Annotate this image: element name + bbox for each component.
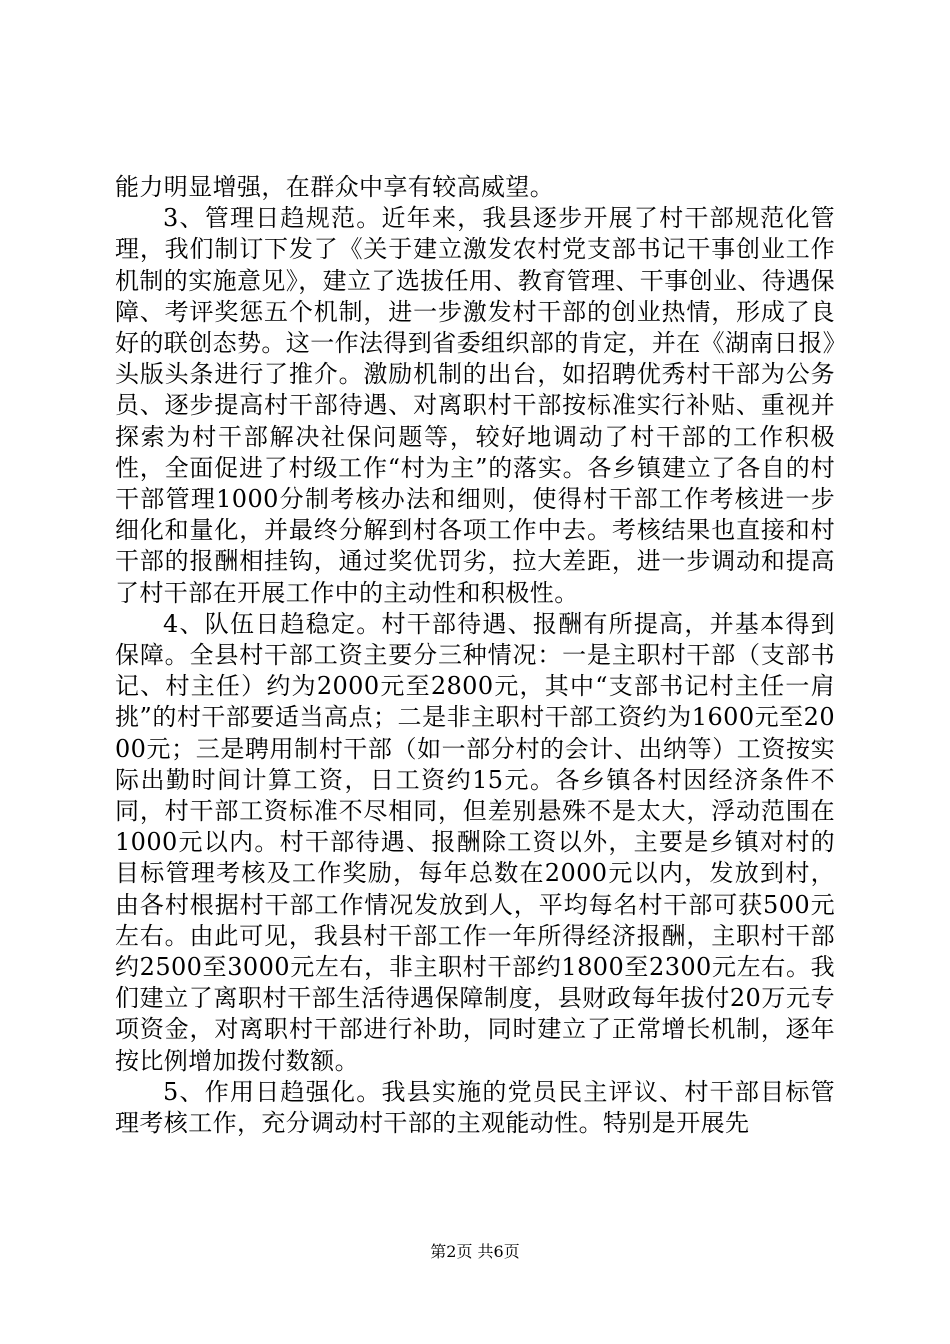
paragraph-2: 3、管理日趋规范。近年来，我县逐步开展了村干部规范化管理，我们制订下发了《关于建立激发农村党支部书记干事创业工作机制的实施意见》，建立了选拔任用、教育管理、干事创业、待遇保障、考评奖惩五个机制，进一步激发村干部的创业热情，形成了良好的联创态势。这一作法得到省委组织部的肯定，并在《湖南日报》头版头条进行了推介。激励机制的出台，如招聘优秀村干部为公务员、逐步提高村干部待遇、对离职村干部按标准实行补贴、重视并探索为村干部解决社保问题等，较好地调动了村干部的工作积极性，全面促进了村级工作“村为主”的落实。各乡镇建立了各自的村干部管理1000分制考核办法和细则，使得村干部工作考核进一步细化和量化，并最终分解到村各项工作中去。考核结果也直接和村干部的报酬相挂钩，通过奖优罚劣，拉大差距，进一步调动和提高了村干部在开展工作中的主动性和积极性。 [115,204,835,607]
paragraph-4: 5、作用日趋强化。我县实施的党员民主评议、村干部目标管理考核工作，充分调动村干部的主观能动性。特别是开展先 [115,1077,835,1138]
paragraph-1: 能力明显增强，在群众中享有较高威望。 [115,173,555,201]
document-body [115,172,835,1139]
paragraph-3: 4、队伍日趋稳定。村干部待遇、报酬有所提高，并基本得到保障。全县村干部工资主要分三种情况：一是主职村干部（支部书记、村主任）约为2000元至2800元，其中“支部书记村主任一肩挑”的村干部要适当高点；二是非主职村干部工资约为1600元至2000元；三是聘用制村干部（如一部分村的会计、出纳等）工资按实际出勤时间计算工资，日工资约15元。各乡镇各村因经济条件不同，村干部工资标准不尽相同，但差别悬殊不是太大，浮动范围在1000元以内。村干部待遇、报酬除工资以外，主要是乡镇对村的目标管理考核及工作奖励，每年总数在2000元以内，发放到村，由各村根据村干部工作情况发放到人，平均每名村干部可获500元左右。由此可见，我县村干部工作一年所得经济报酬，主职村干部约2500至3000元左右，非主职村干部约1800至2300元左右。我们建立了离职村干部生活待遇保障制度，县财政每年拔付20万元专项资金，对离职村干部进行补助，同时建立了正常增长机制，逐年按比例增加拨付数额。 [115,609,835,1075]
page-number-footer: 第2页 共6页 [430,1242,520,1261]
